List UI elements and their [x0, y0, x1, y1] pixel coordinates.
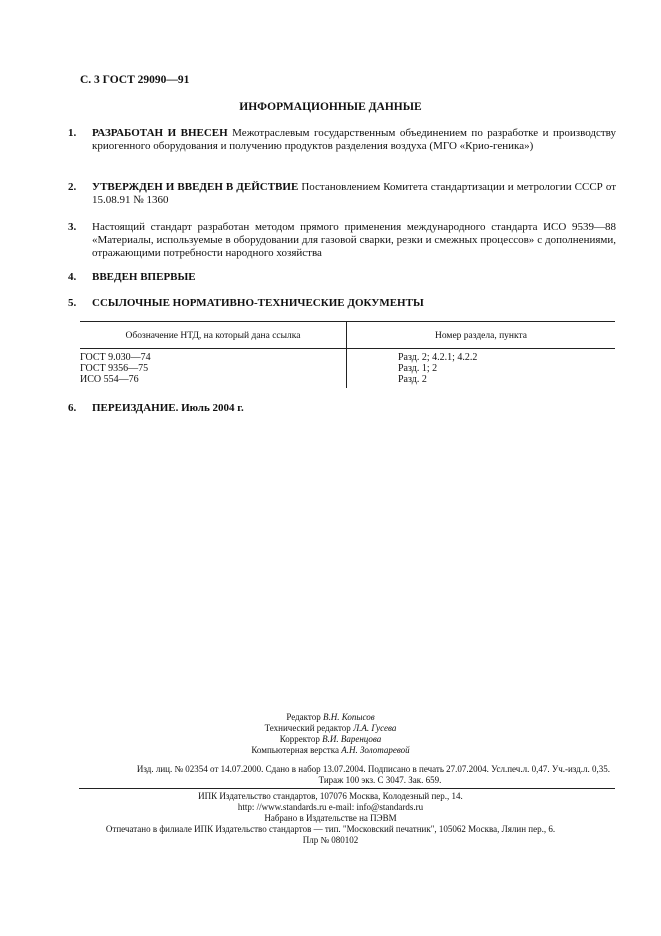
table-cell: Разд. 2; 4.2.1; 4.2.2 — [398, 352, 478, 363]
table-header-designation: Обозначение НТД, на который дана ссылка — [125, 331, 301, 341]
publisher-print-line: Отпечатано в филиале ИПК Издательство стандартов — тип. "Московский печатник", 105062 Москва, Лялин пер., 6. — [105, 824, 556, 834]
table-column-designations — [80, 352, 340, 385]
item-number: 1. — [68, 127, 77, 139]
table-top-rule — [80, 321, 615, 322]
credit-tech-editor — [0, 723, 661, 734]
table-header-rule — [80, 348, 615, 349]
item-number: 5. — [68, 297, 77, 309]
table-cell: ГОСТ 9.030—74 — [80, 352, 151, 363]
item-number: 6. — [68, 402, 77, 414]
item-number: 3. — [68, 221, 77, 233]
item-lead: ССЫЛОЧНЫЕ НОРМАТИВНО-ТЕХНИЧЕСКИЕ ДОКУМЕНТЫ — [92, 297, 424, 309]
item-lead: УТВЕРЖДЕН И ВВЕДЕН В ДЕЙСТВИЕ — [92, 181, 299, 193]
imprint-block — [70, 764, 610, 786]
item-lead: ВВЕДЕН ВПЕРВЫЕ — [92, 271, 196, 283]
credit-role: Корректор — [279, 734, 320, 744]
credit-role: Компьютерная верстка — [251, 745, 339, 755]
credit-name: В.И. Варенцова — [322, 734, 382, 744]
credit-layout — [0, 745, 661, 756]
item-lead: РАЗРАБОТАН И ВНЕСЕН — [92, 127, 228, 139]
credit-role: Редактор — [286, 712, 321, 722]
item-text: Постановлением Комитета стандартизации и метрологии СССР от 15.08.91 № 1360 — [92, 181, 616, 206]
credits-block — [0, 712, 661, 756]
table-cell: Разд. 2 — [398, 374, 427, 385]
publisher-line: ИПК Издательство стандартов, 107076 Москва, Колодезный пер., 14. — [198, 791, 463, 801]
credit-editor — [0, 712, 661, 723]
item-number: 4. — [68, 271, 77, 283]
info-item-6 — [68, 402, 616, 415]
item-text: Настоящий стандарт разработан методом прямого применения международного стандарта ИСО 9539—88 «Материалы, используемые в оборудовании для газовой сварки, резки и смежных процессов» с дополнениями, отражающими потребности народного хозяйства — [92, 221, 616, 259]
credit-name: В.Н. Копысов — [323, 712, 375, 722]
item-lead: ПЕРЕИЗДАНИЕ. — [92, 402, 179, 414]
credit-role: Технический редактор — [264, 723, 351, 733]
footer-separator — [79, 788, 615, 789]
publisher-line: Набрано в Издательстве на ПЭВМ — [264, 813, 397, 823]
page-header-label: С. 3 ГОСТ 29090—91 — [80, 74, 190, 86]
info-item-1 — [68, 127, 616, 153]
credit-name: А.Н. Золотаревой — [341, 745, 410, 755]
info-item-2 — [68, 181, 616, 207]
section-title: ИНФОРМАЦИОННЫЕ ДАННЫЕ — [239, 101, 422, 113]
credit-proofreader — [0, 734, 661, 745]
table-cell: Разд. 1; 2 — [398, 363, 438, 374]
item-number: 2. — [68, 181, 77, 193]
info-item-5 — [68, 297, 616, 310]
publisher-web-line: http: //www.standards.ru e-mail: info@standards.ru — [237, 802, 424, 812]
publisher-license-line: Плр № 080102 — [302, 835, 359, 845]
imprint-line-2: Тираж 100 экз. С 3047. Зак. 659. — [318, 775, 442, 785]
table-cell: ИСО 554—76 — [80, 374, 139, 385]
imprint-line-1: Изд. лиц. № 02354 от 14.07.2000. Сдано в набор 13.07.2004. Подписано в печать 27.07.2004. Усл.печ.л. 0,47. Уч.-изд.л. 0,35. — [136, 764, 610, 774]
credit-name: Л.А. Гусева — [353, 723, 397, 733]
item-text: Июль 2004 г. — [178, 402, 244, 414]
table-header-section: Номер раздела, пункта — [435, 331, 527, 341]
info-item-4 — [68, 271, 616, 284]
item-text: Межотраслевым государственным объединением по разработке и производству криогенного оборудования и получению продуктов разделения воздуха (МГО «Крио-геника») — [92, 127, 616, 152]
table-column-sections — [398, 352, 613, 385]
table-cell: ГОСТ 9356—75 — [80, 363, 149, 374]
info-item-3 — [68, 221, 616, 260]
publisher-block — [0, 791, 661, 846]
